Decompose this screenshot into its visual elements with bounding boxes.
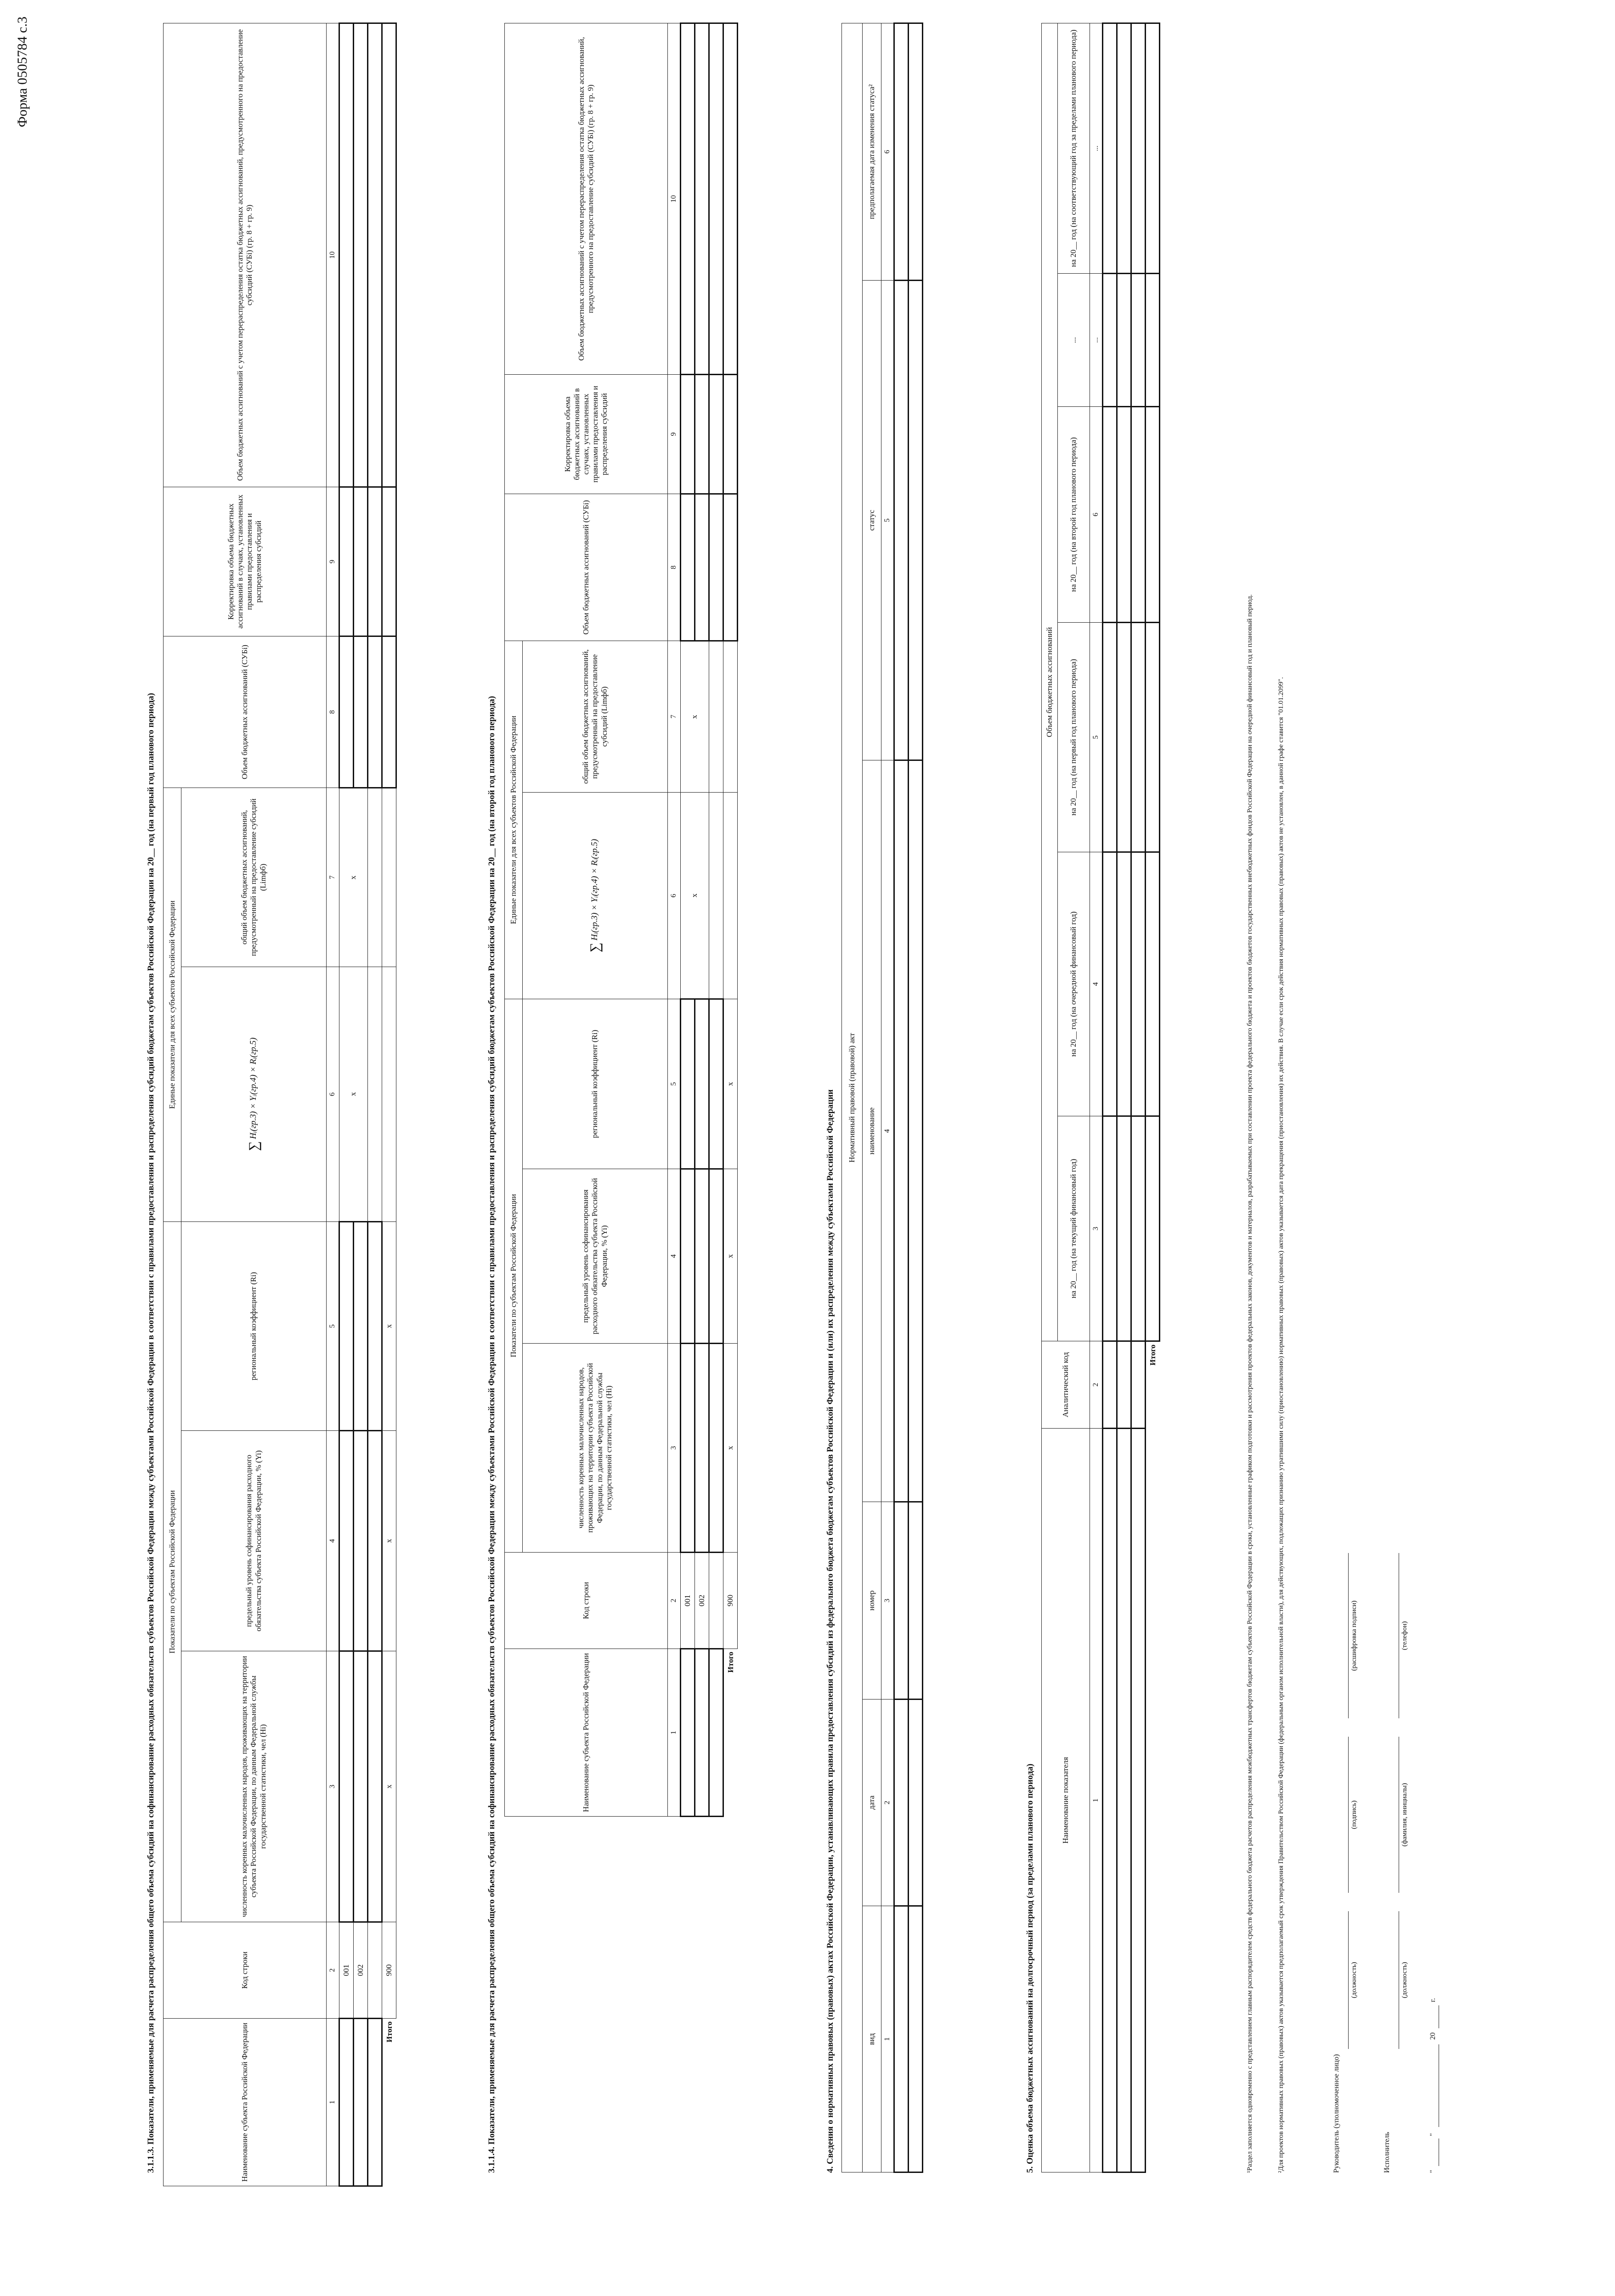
col-num: 3 <box>1090 1116 1103 1341</box>
header-indicator-name: Наименование показателя <box>1042 1429 1090 2172</box>
cell-year-current[interactable] <box>1103 1116 1117 1341</box>
col-num: 9 <box>327 487 339 636</box>
subsidy-table-first-year <box>163 23 397 2187</box>
cell-coefficient[interactable] <box>695 999 709 1169</box>
header-code: Код строки <box>164 1922 327 2019</box>
cell-volume[interactable] <box>695 494 709 641</box>
header-name: наименование <box>863 760 881 1502</box>
head-position-line[interactable] <box>1348 1911 1349 2049</box>
cell-cofinance[interactable] <box>354 1431 368 1651</box>
cell-type[interactable] <box>909 1906 923 2172</box>
total-correction[interactable] <box>723 374 738 494</box>
total-code: 900 <box>723 1553 738 1649</box>
date-quote-open: " <box>1429 2170 1437 2173</box>
head-decoding-caption: (расшифровка подписи) <box>1350 1600 1358 1671</box>
table-row <box>681 23 695 1816</box>
cell-subject[interactable] <box>709 1649 723 1817</box>
executor-label: Исполнитель <box>1383 2132 1391 2173</box>
cell-subject[interactable] <box>368 2019 382 2186</box>
footnote-1: ¹Раздел заполняется одновременно с представлением главным распорядителем средств федерального бюджета расчетов распределения межбюджетных трансфертов бюджетам субъектов Российской Федерации в сроки, установленные графиком подготовки и рассмотрения проектов федеральных законов, документов и материалов, разрабатываемых при составлении проекта федерального бюджета и проектов бюджетов государственных внебюджетных фондов Российской Федерации на очередной финансовый год и плановый период. <box>1246 594 1254 2173</box>
cell-year-next[interactable] <box>1131 852 1146 1116</box>
cell-coefficient[interactable] <box>354 1222 368 1431</box>
col-num: 10 <box>327 23 339 487</box>
header-total-volume: общий объем бюджетных ассигнований, предусмотренный на предоставление субсидий (Limфб) <box>523 641 668 792</box>
cell-adjusted[interactable] <box>709 23 723 374</box>
date-year-prefix: 20 <box>1429 2032 1437 2040</box>
col-num: 1 <box>881 1906 894 2172</box>
col-num: 3 <box>881 1502 894 1699</box>
cell-name[interactable] <box>909 760 923 1502</box>
total-label: Итого <box>1148 1345 1157 1366</box>
total-x: x <box>723 1169 738 1344</box>
header-volume-group: Объем бюджетных ассигнований <box>1042 23 1058 1341</box>
form-number: Форма 0505784 с.3 <box>15 17 30 128</box>
col-num: 3 <box>327 1651 339 1922</box>
header-year-current: на 20__ год (на текущий финансовый год) <box>1058 1116 1090 1341</box>
cell-population[interactable] <box>681 1344 695 1553</box>
header-volume: Объем бюджетных ассигнований (СУБi) <box>505 494 668 641</box>
col-num: 4 <box>327 1431 339 1651</box>
head-signature-line[interactable] <box>1348 1737 1349 1893</box>
header-year-dots: ... <box>1058 274 1090 407</box>
col-num: 7 <box>327 788 339 967</box>
section-4-title: 4. Сведения о нормативных правовых (правовых) актах Российской Федерации, устанавливающих правила предоставления субсидий из федерального бюджета бюджетам субъектов Российской Федерации и (или) их распределения между субъектами Российской Федерации <box>825 1089 835 2173</box>
total-label: Итого <box>726 1652 735 1673</box>
cell-adjusted[interactable] <box>368 23 382 487</box>
cell-status-date[interactable] <box>894 23 909 280</box>
total-year-current[interactable] <box>1146 1116 1160 1341</box>
cell-cofinance[interactable] <box>339 1431 354 1651</box>
col-num: 2 <box>327 1922 339 2019</box>
header-year-plan2: на 20__ год (на второй год планового периода) <box>1058 407 1090 623</box>
cell-subject[interactable] <box>354 2019 368 2186</box>
cell-year-plan1[interactable] <box>1103 623 1117 852</box>
cell-adjusted[interactable] <box>339 23 354 487</box>
cell-total <box>368 788 382 967</box>
col-num: 8 <box>327 636 339 788</box>
col-num: 6 <box>327 967 339 1222</box>
cell-correction[interactable] <box>354 487 368 636</box>
total-year-beyond[interactable] <box>1146 23 1160 273</box>
cell-subject[interactable] <box>339 2019 354 2186</box>
longterm-estimate-table <box>1041 23 1160 2173</box>
col-num: 6 <box>1090 407 1103 623</box>
total-row <box>723 23 738 1816</box>
table-row <box>339 23 354 2186</box>
total-code: 900 <box>382 1922 396 2019</box>
header-group-all: Единые показатели для всех субъектов Российской Федерации <box>164 788 181 1221</box>
header-adjusted: Объем бюджетных ассигнований с учетом перераспределения остатка бюджетных ассигнований, предусмотренного на предоставление субсидий (СУБi) (гр. 8 + гр. 9) <box>164 23 327 487</box>
cell-cofinance[interactable] <box>695 1169 709 1344</box>
cell-analytic-code[interactable] <box>1117 1341 1131 1429</box>
total-limit <box>723 641 738 792</box>
cell-indicator-name[interactable] <box>1103 1429 1117 2172</box>
header-group-subject: Показатели по субъектам Российской Федерации <box>505 999 523 1553</box>
header-act: Нормативный правовой (правовой) акт <box>842 23 863 2172</box>
col-num: 5 <box>1090 623 1103 852</box>
section-5-title: 5. Оценка объема бюджетных ассигнований на долгосрочный период (за пределами планового периода) <box>1025 1763 1035 2173</box>
cell-year-dots[interactable] <box>1131 274 1146 407</box>
header-year-next: на 20__ год (на очередной финансовый год) <box>1058 852 1090 1116</box>
legal-acts-table <box>841 23 923 2173</box>
header-subject: Наименование субъекта Российской Федерации <box>164 2019 327 2186</box>
cell-population[interactable] <box>695 1344 709 1553</box>
cell-status[interactable] <box>894 281 909 760</box>
subsidy-table-second-year <box>504 23 738 1817</box>
cell-code <box>368 1922 382 2019</box>
cell-year-current[interactable] <box>1131 1116 1146 1341</box>
total-adjusted[interactable] <box>382 23 396 487</box>
cell-year-dots[interactable] <box>1117 274 1131 407</box>
col-num: 4 <box>881 760 894 1502</box>
total-row <box>1146 23 1160 2172</box>
cell-cofinance[interactable] <box>681 1169 695 1344</box>
cell-date[interactable] <box>909 1699 923 1906</box>
header-group-subject: Показатели по субъектам Российской Федерации <box>164 1222 181 1922</box>
header-year-plan1: на 20__ год (на первый год планового периода) <box>1058 623 1090 852</box>
cell-year-dots[interactable] <box>1103 274 1117 407</box>
cell-cofinance[interactable] <box>709 1169 723 1344</box>
cell-volume[interactable] <box>354 636 368 788</box>
cell-year-next[interactable] <box>1117 852 1131 1116</box>
header-cofinance: предельный уровень софинансирования расходного обязательства субъекта Российской Федерации, % (Yi) <box>523 1169 668 1344</box>
cell-population[interactable] <box>339 1651 354 1922</box>
total-correction[interactable] <box>382 487 396 636</box>
table-row <box>368 23 382 2186</box>
cell-cofinance[interactable] <box>368 1431 382 1651</box>
header-correction: Корректировка объема бюджетных ассигнований в случаях, установленных правилами предоставления и распределения субсидий <box>505 374 668 494</box>
cell-correction[interactable] <box>709 374 723 494</box>
cell-population[interactable] <box>354 1651 368 1922</box>
cell-correction[interactable] <box>368 487 382 636</box>
header-status-date: предполагаемая дата изменения статуса² <box>863 23 881 280</box>
cell-type[interactable] <box>894 1906 909 2172</box>
table-row <box>894 23 909 2172</box>
col-num: 1 <box>1090 1429 1103 2172</box>
col-num: 2 <box>881 1699 894 1906</box>
cell-population[interactable] <box>368 1651 382 1922</box>
total-x: x <box>382 1651 396 1922</box>
cell-name[interactable] <box>894 760 909 1502</box>
cell-year-plan2[interactable] <box>1117 407 1131 623</box>
date-quote-close: " <box>1429 2133 1437 2136</box>
cell-year-plan1[interactable] <box>1131 623 1146 852</box>
total-formula <box>382 967 396 1222</box>
total-x: x <box>382 1431 396 1651</box>
col-num: 5 <box>668 999 681 1169</box>
col-num: 4 <box>1090 852 1103 1116</box>
header-population: численность коренных малочисленных народов, проживающих на территории субъекта Российской Федерации, по данным Федеральной службы государственной статистики, чел (Hi) <box>181 1651 327 1922</box>
cell-formula-x: x <box>339 967 368 1222</box>
cell-analytic-code[interactable] <box>1131 1341 1146 1429</box>
total-volume[interactable] <box>723 494 738 641</box>
head-position-caption: (должность) <box>1350 1962 1358 1998</box>
header-correction: Корректировка объема бюджетных ассигнований в случаях, установленных правилами предоставления и распределения субсидий <box>164 487 327 636</box>
footnote-2: ²Для проектов нормативных правовых (правовых) актов указывается предполагаемый срок утверждения Правительством Российской Федерации (федеральным органом исполнительной власти), для действующих, подлежащих признанию утратившими силу (приостановлению) нормативных правовых (правовых) актов указывается дата прекращения (приостановления) их действия. В случае если срок действия нормативных правовых (правовых) актов не установлен, в данной графе ставится "01.01.2099". <box>1277 677 1285 2173</box>
cell-volume[interactable] <box>709 494 723 641</box>
col-num: 3 <box>668 1344 681 1553</box>
cell-year-plan2[interactable] <box>1131 407 1146 623</box>
section-3-1-1-4-title: 3.1.1.4. Показатели, применяемые для расчета распределения общего объема субсидий на софинансирование расходных обязательств субъектов Российской Федерации между субъектами Российской Федерации в соответствии с правилами предоставления и распределения субсидий бюджетам субъектов Российской Федерации на 20__ год (на второй год планового периода) <box>487 696 497 2173</box>
cell-adjusted[interactable] <box>354 23 368 487</box>
col-num: 4 <box>668 1169 681 1344</box>
cell-coefficient[interactable] <box>368 1222 382 1431</box>
cell-indicator-name[interactable] <box>1131 1429 1146 2172</box>
cell-volume[interactable] <box>339 636 354 788</box>
col-num: 5 <box>327 1222 339 1431</box>
header-code: Код строки <box>505 1553 668 1649</box>
cell-year-plan1[interactable] <box>1117 623 1131 852</box>
table-row <box>709 23 723 1816</box>
cell-coefficient[interactable] <box>681 999 695 1169</box>
total-x: x <box>723 999 738 1169</box>
header-adjusted: Объем бюджетных ассигнований с учетом перераспределения остатка бюджетных ассигнований, предусмотренного на предоставление субсидий (СУБi) (гр. 8 + гр. 9) <box>505 23 668 374</box>
cell-year-next[interactable] <box>1103 852 1117 1116</box>
cell-code <box>709 1553 723 1649</box>
total-adjusted[interactable] <box>723 23 738 374</box>
cell-total-x: x <box>339 788 368 967</box>
header-formula: ∑ Hᵢ(гр.3) × Yᵢ(гр.4) × Rᵢ(гр.5) <box>181 967 327 1222</box>
cell-adjusted[interactable] <box>695 23 709 374</box>
header-coefficient: региональный коэффициент (Ri) <box>523 999 668 1169</box>
cell-number[interactable] <box>909 1502 923 1699</box>
executor-position-caption: (должность) <box>1401 1962 1408 1998</box>
header-group-all: Единые показатели для всех субъектов Российской Федерации <box>505 641 523 999</box>
col-num: 1 <box>327 2019 339 2186</box>
header-year-beyond: на 20__ год (на соответствующий год за пределами планового периода) <box>1058 23 1090 273</box>
total-year-dots[interactable] <box>1146 274 1160 407</box>
cell-correction[interactable] <box>681 374 695 494</box>
cell-correction[interactable] <box>695 374 709 494</box>
sigma-icon: ∑ <box>587 942 603 953</box>
col-num: ... <box>1090 23 1103 273</box>
cell-volume[interactable] <box>681 494 695 641</box>
cell-total-x: x <box>681 641 709 792</box>
cell-status-date[interactable] <box>909 23 923 280</box>
head-decoding-line[interactable] <box>1348 1553 1349 1718</box>
cell-population[interactable] <box>709 1344 723 1553</box>
sigma-icon: ∑ <box>246 1141 261 1151</box>
cell-adjusted[interactable] <box>681 23 695 374</box>
date-year-suffix: г. <box>1429 1998 1437 2002</box>
col-num: 2 <box>1090 1341 1103 1429</box>
executor-name-caption: (фамилия, инициалы) <box>1401 1783 1408 1847</box>
cell-formula <box>368 967 382 1222</box>
total-year-plan2[interactable] <box>1146 407 1160 623</box>
total-year-next[interactable] <box>1146 852 1160 1116</box>
header-volume: Объем бюджетных ассигнований (СУБi) <box>164 636 327 788</box>
cell-year-beyond[interactable] <box>1131 23 1146 273</box>
cell-formula <box>709 793 723 999</box>
total-formula <box>723 793 738 999</box>
cell-volume[interactable] <box>368 636 382 788</box>
table-row <box>1103 23 1117 2172</box>
cell-code: 001 <box>339 1922 354 2019</box>
col-num: 2 <box>668 1553 681 1649</box>
head-signature-caption: (подпись) <box>1350 1800 1358 1829</box>
cell-date[interactable] <box>894 1699 909 1906</box>
total-label: Итого <box>384 2021 394 2043</box>
cell-total <box>709 641 723 792</box>
header-status: статус <box>863 281 881 760</box>
cell-code: 001 <box>681 1553 695 1649</box>
head-label: Руководитель (уполномоченное лицо) <box>1333 2054 1340 2173</box>
cell-year-plan2[interactable] <box>1103 407 1117 623</box>
header-number: номер <box>863 1502 881 1699</box>
total-x: x <box>723 1344 738 1553</box>
total-volume[interactable] <box>382 636 396 788</box>
cell-subject[interactable] <box>681 1649 695 1817</box>
header-cofinance: предельный уровень софинансирования расходного обязательства субъекта Российской Федерации, % (Yi) <box>181 1431 327 1651</box>
col-num: 8 <box>668 494 681 641</box>
col-num: ... <box>1090 274 1103 407</box>
table-row <box>1117 23 1131 2172</box>
cell-correction[interactable] <box>339 487 354 636</box>
cell-analytic-code[interactable] <box>1103 1341 1117 1429</box>
header-coefficient: региональный коэффициент (Ri) <box>181 1222 327 1431</box>
cell-coefficient[interactable] <box>339 1222 354 1431</box>
col-num: 10 <box>668 23 681 374</box>
col-num: 9 <box>668 374 681 494</box>
header-total-volume: общий объем бюджетных ассигнований, предусмотренный на предоставление субсидий (Limфб) <box>181 788 327 967</box>
cell-code: 002 <box>695 1553 709 1649</box>
header-date: дата <box>863 1699 881 1906</box>
col-num: 1 <box>668 1649 681 1817</box>
cell-formula-x: x <box>681 793 709 999</box>
cell-year-beyond[interactable] <box>1117 23 1131 273</box>
col-num: 6 <box>668 793 681 999</box>
table-row <box>909 23 923 2172</box>
header-analytic-code: Аналитический код <box>1042 1341 1090 1429</box>
executor-phone-caption: (телефон) <box>1401 1621 1408 1650</box>
total-year-plan1[interactable] <box>1146 623 1160 852</box>
section-3-1-1-3-title: 3.1.1.3. Показатели, применяемые для расчета распределения общего объема субсидий на софинансирование расходных обязательств субъектов Российской Федерации между субъектами Российской Федерации в соответствии с правилами предоставления и распределения субсидий бюджетам субъектов Российской Федерации на 20__ год (на первый год планового периода) <box>146 693 156 2173</box>
cell-code: 002 <box>354 1922 368 2019</box>
total-x: x <box>382 1222 396 1431</box>
col-num: 5 <box>881 281 894 760</box>
cell-subject[interactable] <box>695 1649 709 1817</box>
cell-year-current[interactable] <box>1117 1116 1131 1341</box>
header-subject: Наименование субъекта Российской Федерации <box>505 1649 668 1817</box>
total-limit <box>382 788 396 967</box>
table-row <box>1131 23 1146 2172</box>
cell-status[interactable] <box>909 281 923 760</box>
cell-indicator-name[interactable] <box>1117 1429 1131 2172</box>
cell-number[interactable] <box>894 1502 909 1699</box>
cell-year-beyond[interactable] <box>1103 23 1117 273</box>
header-formula: ∑ Hᵢ(гр.3) × Yᵢ(гр.4) × Rᵢ(гр.5) <box>523 793 668 999</box>
col-num: 6 <box>881 23 894 280</box>
header-type: вид <box>863 1906 881 2172</box>
cell-coefficient[interactable] <box>709 999 723 1169</box>
total-row <box>382 23 396 2186</box>
col-num: 7 <box>668 641 681 792</box>
header-population: численность коренных малочисленных народов, проживающих на территории субъекта Российской Федерации, по данным Федеральной службы государственной статистики, чел (Hi) <box>523 1344 668 1553</box>
